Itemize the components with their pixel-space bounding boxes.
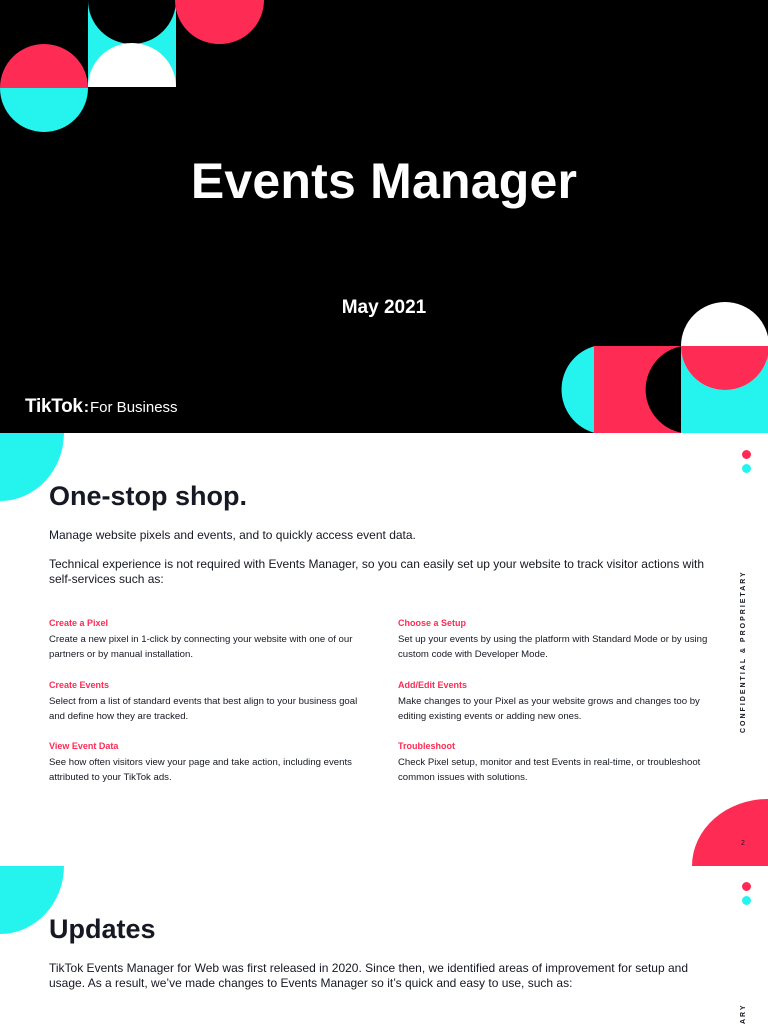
- feature-create-events: [49, 679, 369, 724]
- feature-body: Check Pixel setup, monitor and test Events in real-time, or troubleshoot common issues with solutions.: [398, 757, 701, 783]
- page-number: 2: [741, 840, 745, 847]
- section-title: One-stop shop.: [49, 481, 247, 511]
- section-title: Updates: [49, 914, 156, 944]
- feature-title: Choose a Setup: [398, 618, 467, 628]
- cover-title: Events Manager: [190, 153, 578, 209]
- cyan-left-half-shape: [562, 346, 595, 433]
- confidential-label: CONFIDENTIAL & PROPRIETARY: [740, 570, 747, 733]
- red-dot: [742, 450, 751, 459]
- lead-text: Technical experience is not required with Events Manager, so you can easily set up your website to track visitor actions with self-services such as:: [49, 557, 704, 586]
- feature-body: Make changes to your Pixel as your website grows and changes too by editing existing events or adding new ones.: [398, 696, 700, 722]
- confidential-label-partial: ARY: [740, 1003, 747, 1024]
- red-corner-shape: [692, 799, 768, 866]
- feature-title: Add/Edit Events: [398, 680, 468, 690]
- cyan-dot: [742, 896, 751, 905]
- feature-add-edit-events: [398, 679, 718, 724]
- intro-text: Manage website pixels and events, and to quickly access event data.: [49, 528, 416, 542]
- intro-text: TikTok Events Manager for Web was first released in 2020. Since then, we identified areas of improvement for setup and usage. As a result, we’ve made changes to Events Manager so it’s quick and easy to use, such as:: [49, 961, 688, 990]
- slide-dots: [742, 882, 752, 910]
- updates-slide: [0, 866, 768, 1024]
- cyan-dot: [742, 464, 751, 473]
- feature-troubleshoot: [398, 740, 718, 785]
- cover-slide: [0, 0, 768, 433]
- feature-choose-setup: [398, 617, 718, 662]
- feature-view-event-data: [49, 740, 369, 785]
- slide-dots: [742, 450, 752, 478]
- one-stop-shop-slide: [0, 433, 768, 866]
- cover-top-shapes: [0, 0, 270, 135]
- red-dot: [742, 882, 751, 891]
- feature-create-pixel: [49, 617, 369, 662]
- cover-date: May 2021: [341, 297, 427, 318]
- brand-sub: For Business: [90, 399, 178, 416]
- feature-title: View Event Data: [49, 741, 119, 751]
- tiktok-for-business-logo: [25, 396, 178, 418]
- brand-separator: :: [83, 399, 90, 416]
- feature-body: Create a new pixel in 1-click by connecting your website with one of our partners or by manual installation.: [49, 634, 353, 660]
- feature-title: Troubleshoot: [398, 741, 455, 751]
- brand-name: TikTok: [25, 396, 83, 417]
- feature-body: Select from a list of standard events that best align to your business goal and define how they are tracked.: [49, 696, 358, 722]
- feature-title: Create Events: [49, 680, 110, 690]
- cyan-half-circle-shape: [0, 88, 88, 132]
- feature-body: Set up your events by using the platform with Standard Mode or by using custom code with Developer Mode.: [398, 634, 708, 660]
- feature-body: See how often visitors view your page and take action, including events attributed to your TikTok ads.: [49, 757, 352, 783]
- cover-bottom-shapes: [549, 298, 768, 433]
- feature-title: Create a Pixel: [49, 618, 109, 628]
- red-circle-shape: [175, 0, 263, 44]
- red-half-circle-shape: [0, 44, 88, 88]
